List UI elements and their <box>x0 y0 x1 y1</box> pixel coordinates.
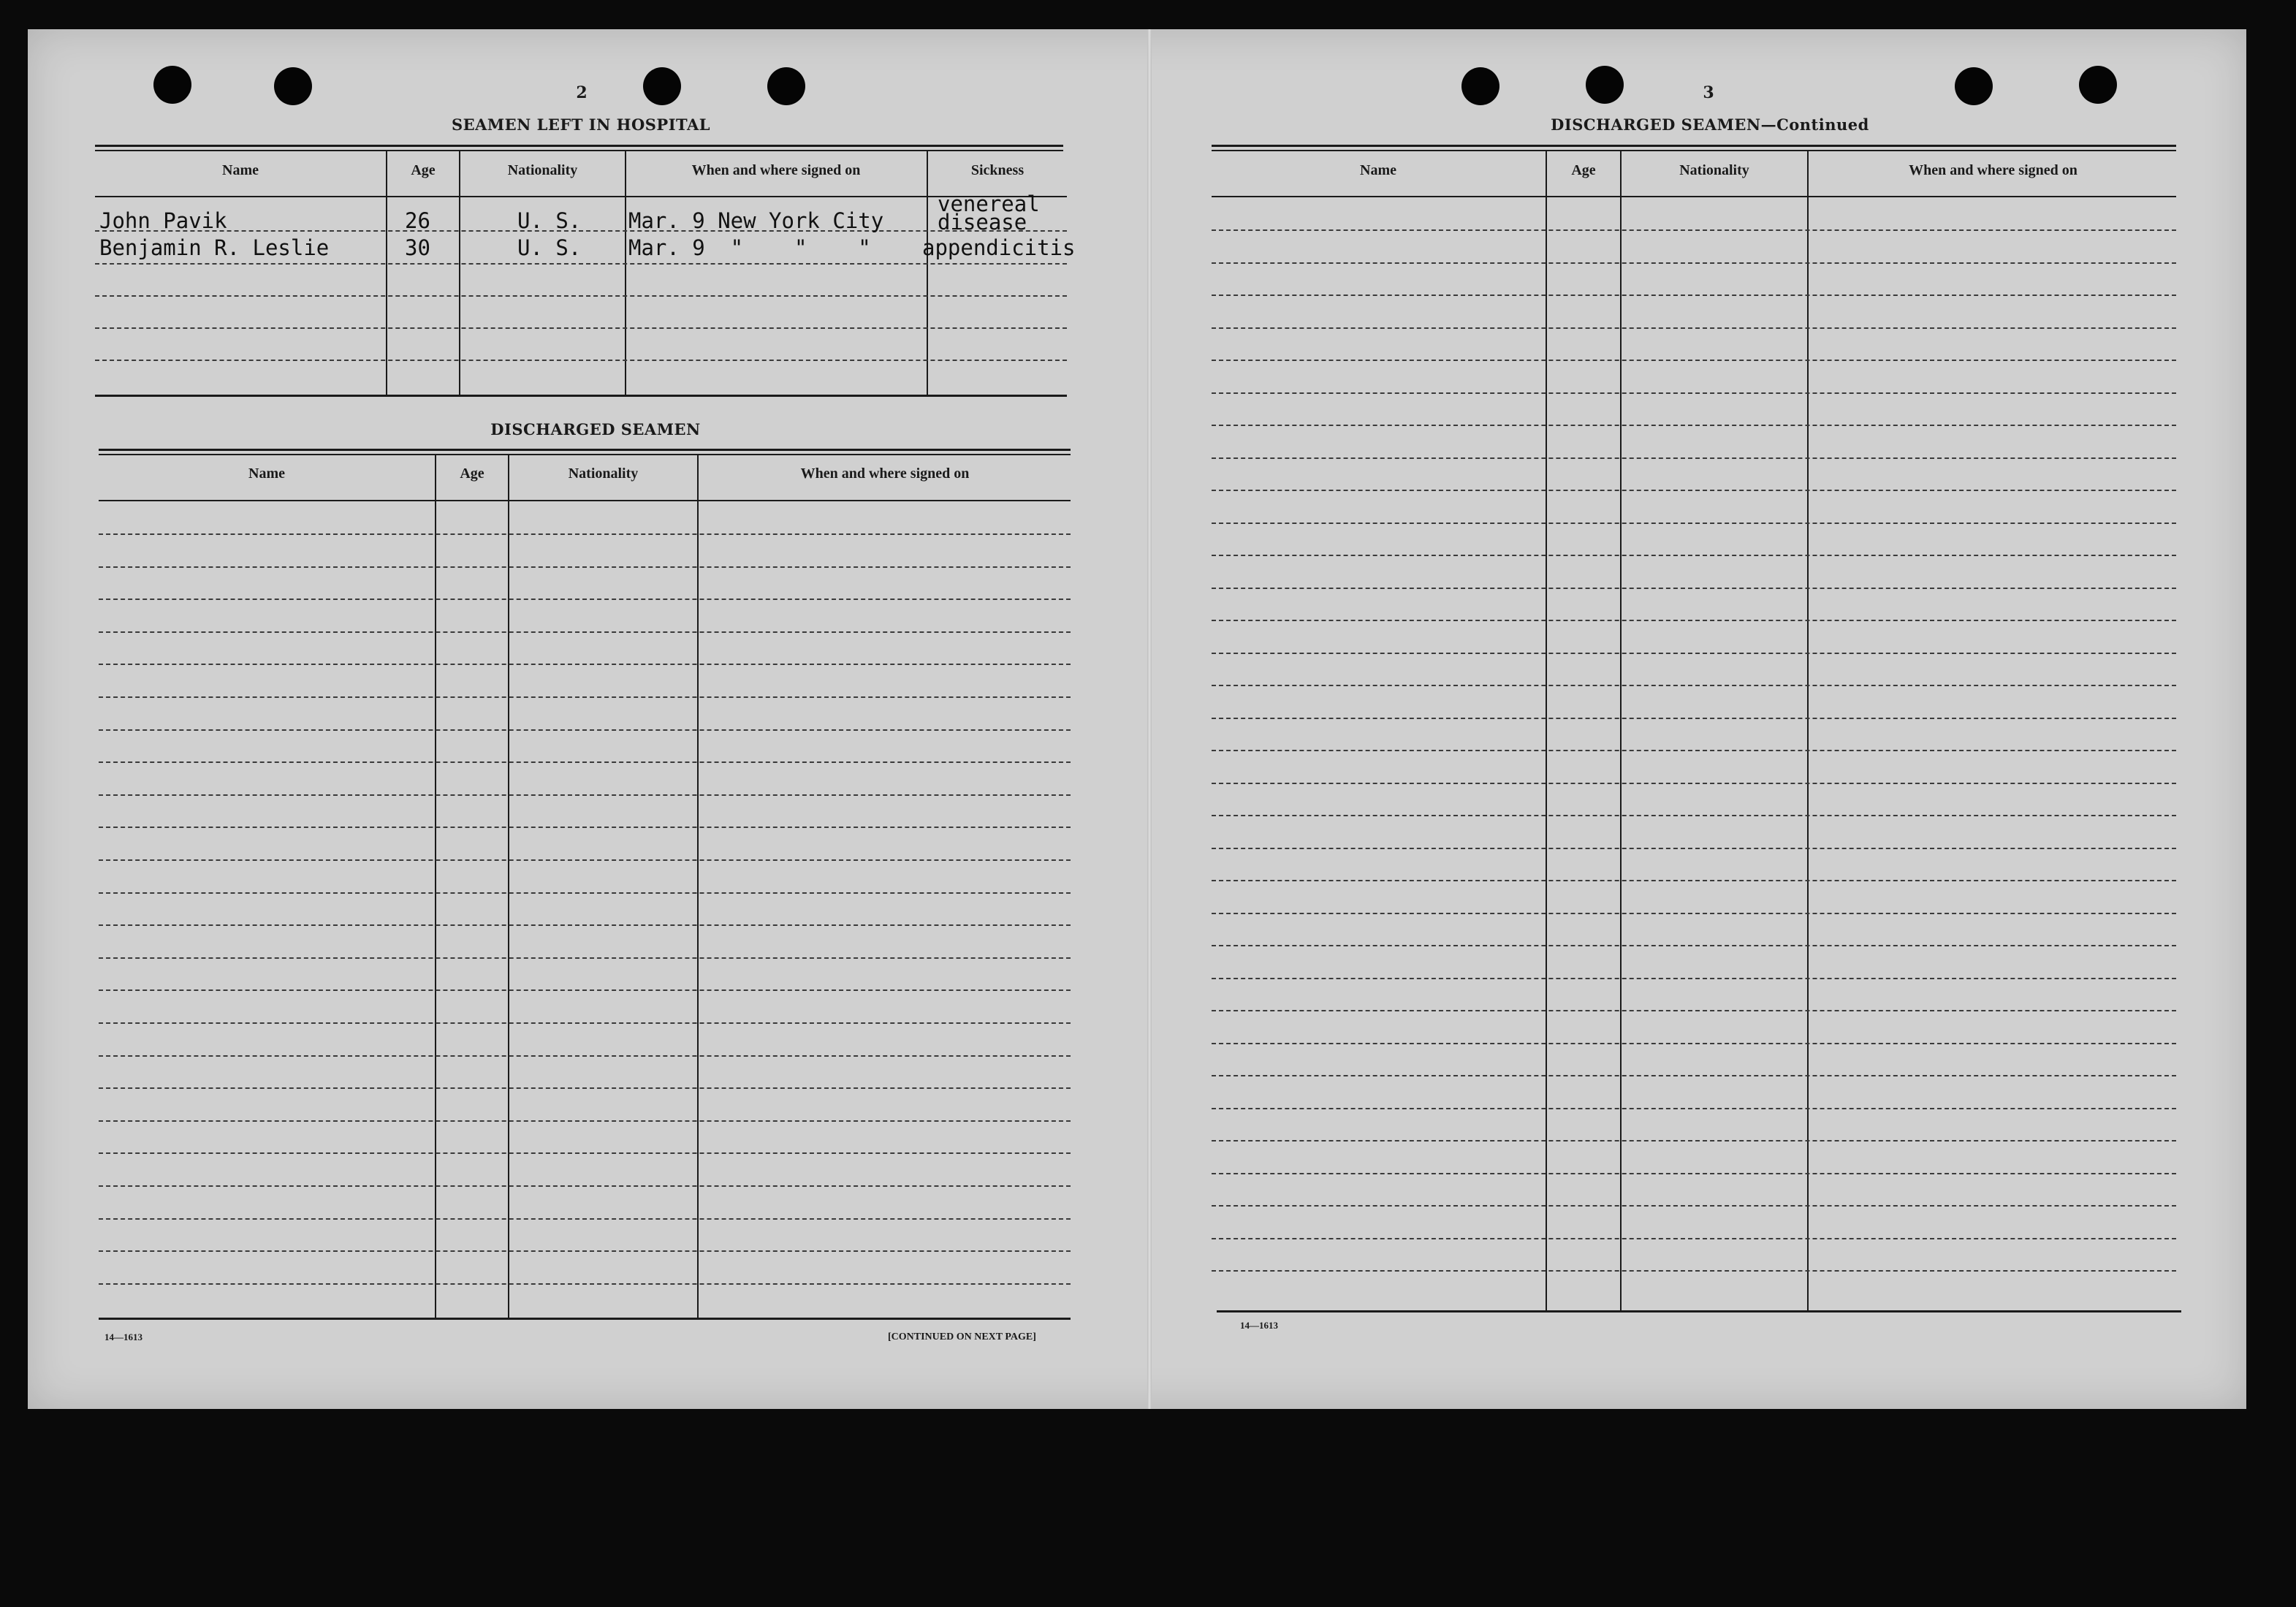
hospital-bottom-rule <box>95 395 1067 397</box>
right-col-header-nationality: Nationality <box>1679 162 1749 178</box>
col-divider <box>435 454 436 1320</box>
row-line <box>1212 457 2176 459</box>
hospital-row-1-age: 26 <box>405 208 430 233</box>
row-line <box>99 794 1071 796</box>
row-line <box>1212 1270 2176 1272</box>
row-line <box>1212 229 2176 231</box>
hospital-row-1-nationality: U. S. <box>517 208 582 233</box>
hospital-row-1-sickness: venereal <box>938 191 1040 216</box>
col-divider <box>1546 150 1547 1312</box>
row-line <box>1212 392 2176 394</box>
hospital-row-2-age: 30 <box>405 235 430 260</box>
row-line <box>1212 815 2176 816</box>
row-line <box>1212 783 2176 784</box>
discharged-col-header-signed-on: When and where signed on <box>800 466 970 482</box>
hospital-row-2-sickness: appendicitis <box>922 235 1076 260</box>
row-line <box>99 631 1071 633</box>
right-top-rule-2 <box>1212 150 2176 151</box>
row-line <box>1212 913 2176 914</box>
row-line <box>95 295 1067 297</box>
row-line <box>95 360 1067 361</box>
page-fold <box>1147 29 1152 1409</box>
row-line <box>99 1152 1071 1154</box>
row-line <box>1212 295 2176 296</box>
row-line <box>99 1250 1071 1252</box>
col-header-signed-on: When and where signed on <box>691 162 861 178</box>
row-line <box>99 1022 1071 1024</box>
discharged-continued-title-suffix: —Continued <box>1760 115 1869 134</box>
row-line <box>1212 1205 2176 1207</box>
row-line <box>99 533 1071 535</box>
hospital-row-1-sickness-cont: disease <box>938 210 1027 235</box>
row-line <box>99 1218 1071 1220</box>
right-col-header-signed-on: When and where signed on <box>1909 162 2078 178</box>
punch-hole <box>1955 67 1993 105</box>
row-line <box>1212 360 2176 361</box>
row-line <box>99 599 1071 600</box>
hospital-row-2-signed-on: Mar. 9 " " " <box>628 235 871 260</box>
punch-hole <box>643 67 681 105</box>
row-line <box>1212 1140 2176 1141</box>
continued-note: [CONTINUED ON NEXT PAGE] <box>888 1331 1036 1342</box>
row-line <box>99 696 1071 698</box>
row-line <box>99 957 1071 959</box>
discharged-top-rule-2 <box>99 454 1071 455</box>
row-line <box>99 664 1071 665</box>
discharged-col-header-name: Name <box>248 466 285 482</box>
row-line <box>99 1087 1071 1089</box>
punch-hole <box>153 66 191 104</box>
row-line <box>1212 262 2176 264</box>
row-line <box>1212 620 2176 621</box>
row-line <box>1212 588 2176 589</box>
form-number-right: 14—1613 <box>1240 1320 1278 1331</box>
hospital-top-rule <box>95 145 1063 147</box>
discharged-bottom-rule <box>99 1318 1071 1320</box>
row-line <box>1212 555 2176 556</box>
right-bottom-rule <box>1217 1310 2181 1312</box>
col-divider <box>1807 150 1809 1312</box>
right-col-header-age: Age <box>1571 162 1596 178</box>
row-line <box>1212 945 2176 946</box>
page-number-right: 3 <box>1703 83 1714 102</box>
row-line <box>1212 523 2176 524</box>
hospital-row-2-nationality: U. S. <box>517 235 582 260</box>
row-line <box>99 1185 1071 1187</box>
right-top-rule <box>1212 145 2176 147</box>
row-line <box>99 892 1071 894</box>
row-line <box>1212 848 2176 849</box>
row-line <box>1212 1173 2176 1174</box>
col-header-nationality: Nationality <box>507 162 578 178</box>
hospital-row-2-name: Benjamin R. Leslie <box>99 235 330 260</box>
col-divider <box>1620 150 1622 1312</box>
row-line <box>1212 1108 2176 1109</box>
document-paper <box>28 29 2246 1409</box>
row-line <box>99 761 1071 763</box>
row-line <box>1212 490 2176 491</box>
row-line <box>1212 327 2176 329</box>
page-number-left: 2 <box>576 83 588 102</box>
hospital-header-rule <box>95 196 1067 197</box>
punch-hole <box>1461 67 1499 105</box>
form-number-left: 14—1613 <box>104 1331 142 1342</box>
discharged-col-header-age: Age <box>460 466 484 482</box>
row-line <box>99 859 1071 861</box>
row-line <box>1212 718 2176 719</box>
col-divider <box>697 454 699 1320</box>
col-header-sickness: Sickness <box>970 162 1025 178</box>
discharged-col-header-nationality: Nationality <box>568 466 639 482</box>
row-line <box>1212 978 2176 979</box>
hospital-row-1-signed-on: Mar. 9 New York City <box>628 208 884 233</box>
row-line <box>99 729 1071 731</box>
hospital-row-1-name: John Pavik <box>99 208 227 233</box>
row-line <box>1212 425 2176 426</box>
row-line <box>99 566 1071 568</box>
col-divider <box>508 454 509 1320</box>
row-line <box>1212 653 2176 654</box>
row-line <box>1212 1010 2176 1011</box>
row-line <box>1212 880 2176 881</box>
row-line <box>1212 1075 2176 1076</box>
punch-hole <box>274 67 312 105</box>
punch-hole <box>1586 66 1624 104</box>
col-header-age: Age <box>411 162 436 178</box>
right-col-header-name: Name <box>1360 162 1396 178</box>
row-line <box>1212 1043 2176 1044</box>
discharged-continued-title <box>1505 115 1915 134</box>
hospital-section-title: SEAMEN LEFT IN HOSPITAL <box>451 115 711 134</box>
discharged-section-title: DISCHARGED SEAMEN <box>490 420 701 438</box>
row-line <box>99 1055 1071 1057</box>
row-line <box>99 1283 1071 1285</box>
row-line <box>95 263 1067 265</box>
discharged-header-rule <box>99 500 1071 501</box>
row-line <box>95 327 1067 329</box>
row-line <box>99 827 1071 828</box>
punch-hole <box>767 67 805 105</box>
row-line <box>99 924 1071 926</box>
right-header-rule <box>1212 196 2176 197</box>
row-line <box>99 989 1071 991</box>
row-line <box>99 1120 1071 1122</box>
col-header-name: Name <box>222 162 259 178</box>
row-line <box>1212 1238 2176 1239</box>
row-line <box>1212 685 2176 686</box>
row-line <box>1212 750 2176 751</box>
hospital-top-rule-2 <box>95 150 1063 151</box>
punch-hole <box>2079 66 2117 104</box>
discharged-top-rule <box>99 449 1071 451</box>
discharged-continued-title-main: DISCHARGED SEAMEN <box>1551 115 1761 134</box>
